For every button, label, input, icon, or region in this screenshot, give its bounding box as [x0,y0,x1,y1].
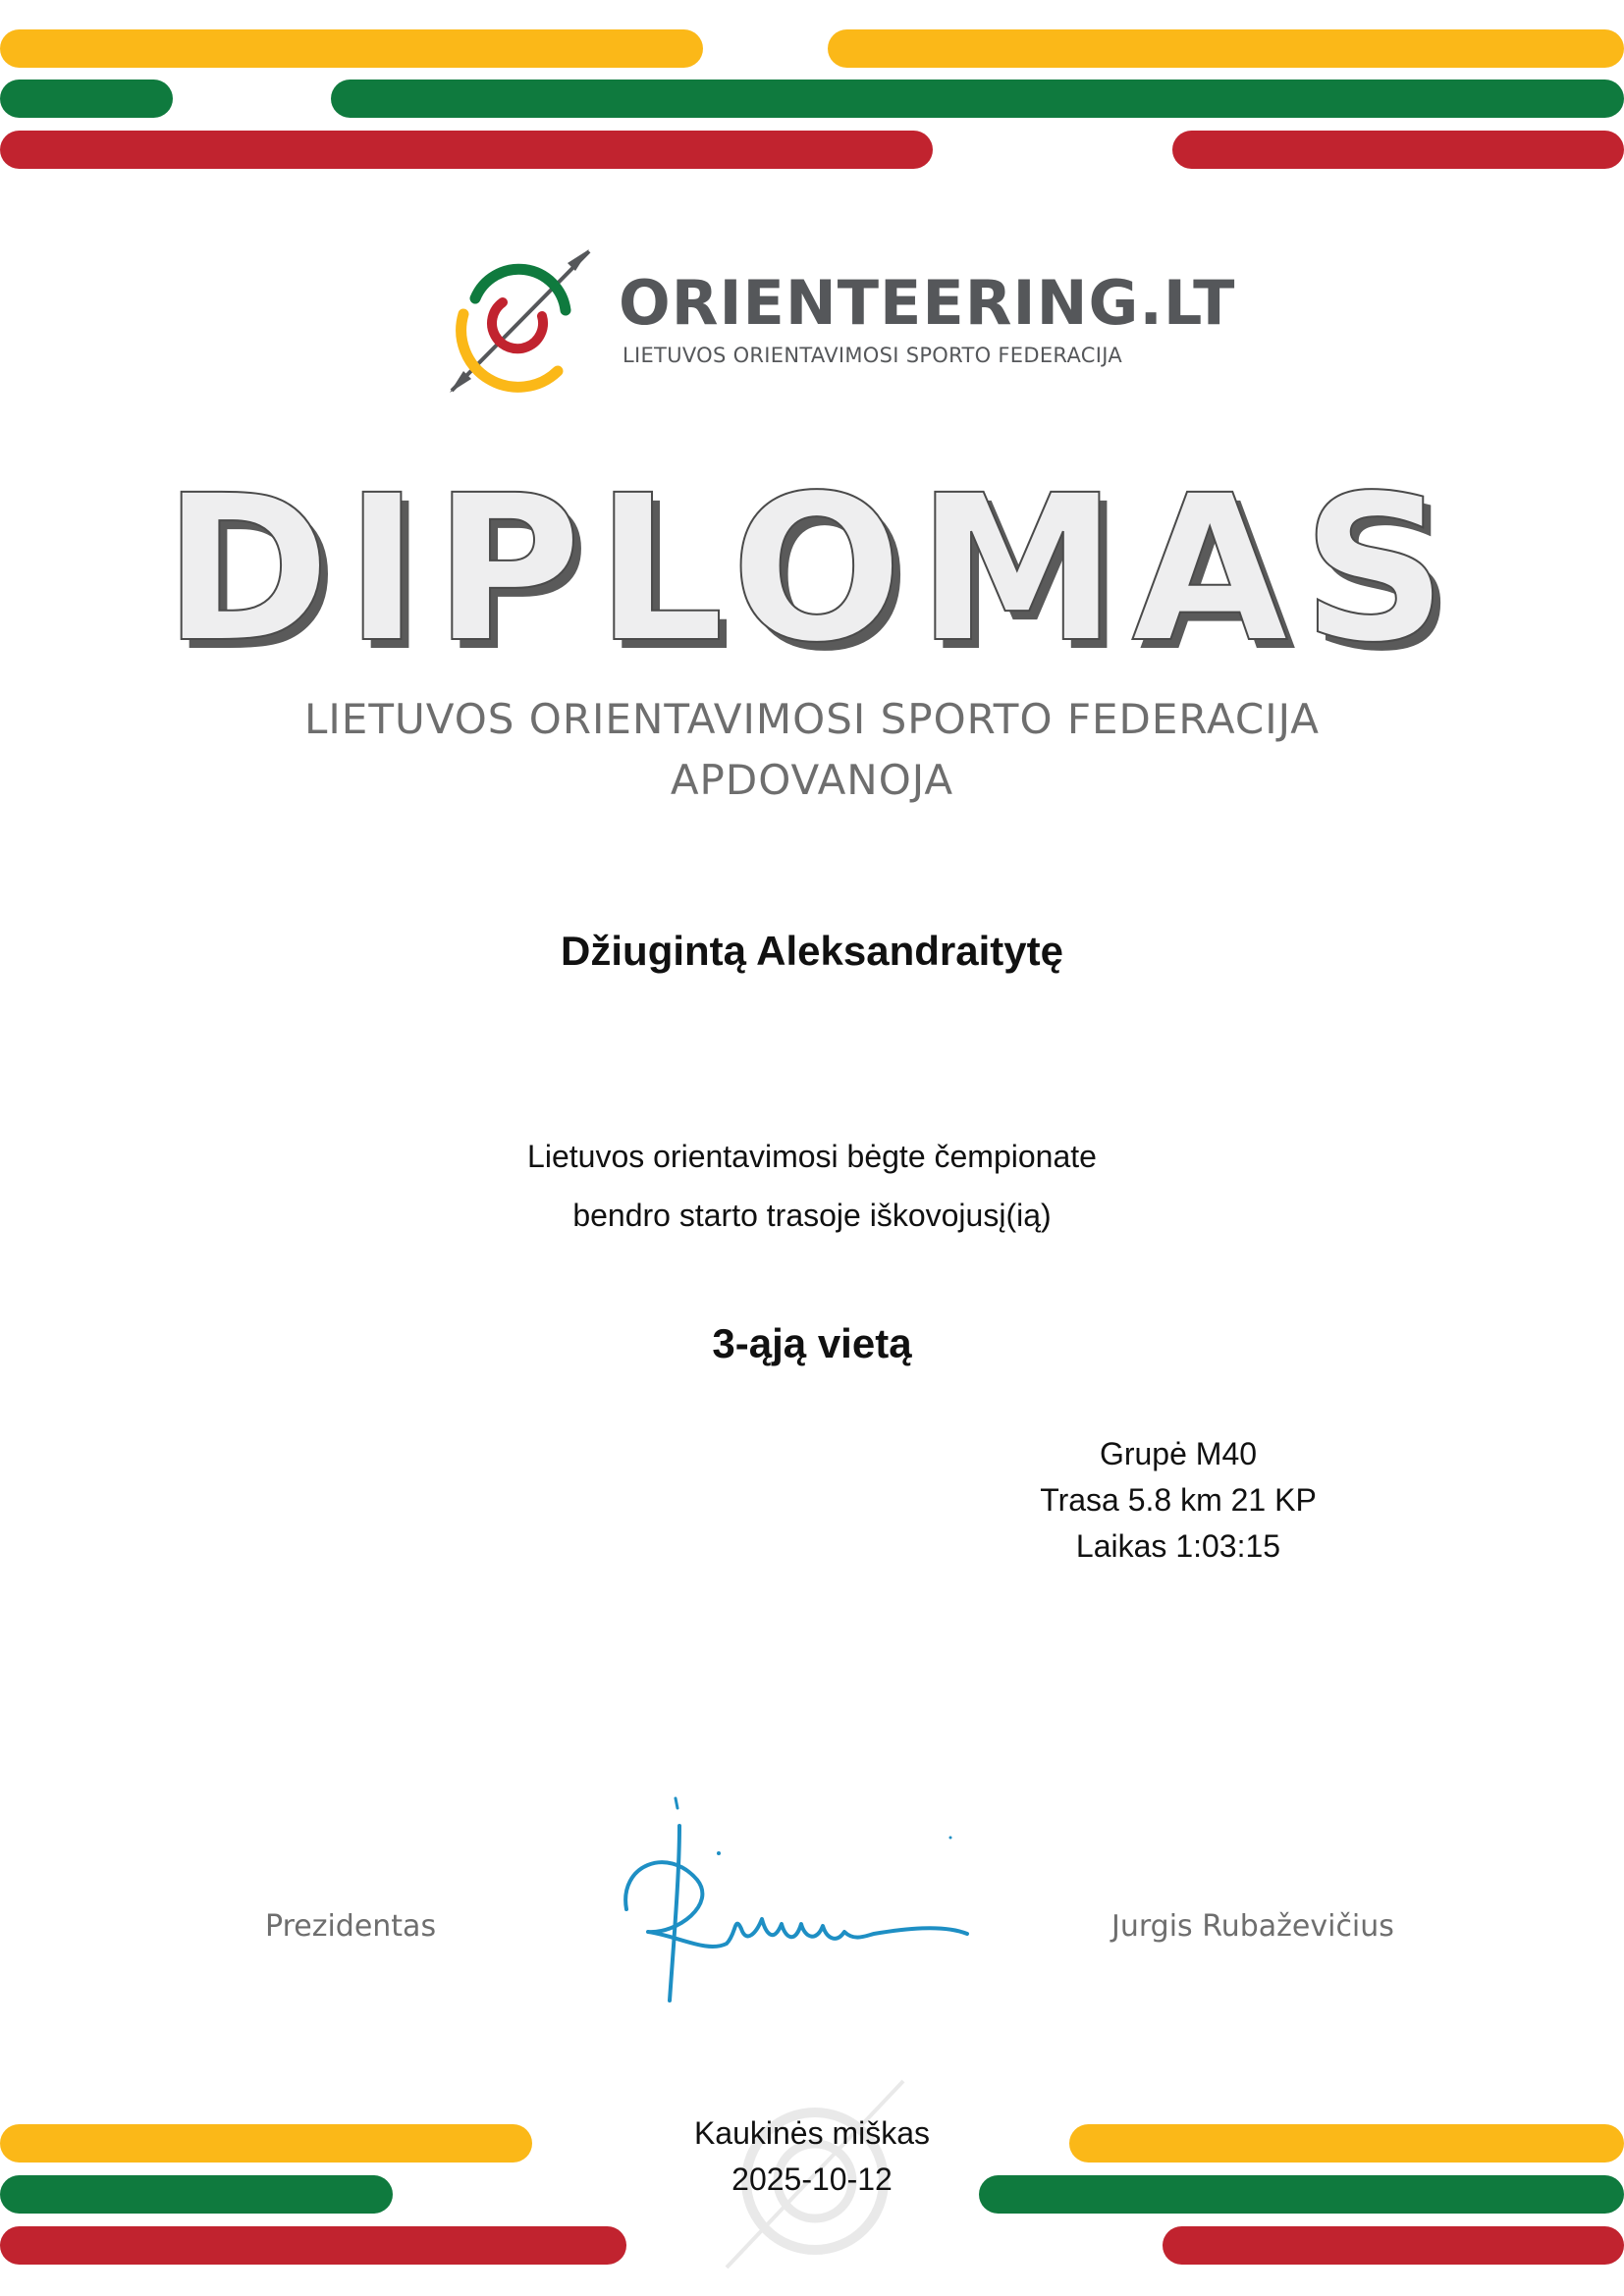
federation-name: LIETUVOS ORIENTAVIMOSI SPORTO FEDERACIJA [304,695,1320,743]
top-stripe-yellow-left [0,29,703,68]
top-stripe-red-right [1172,131,1624,169]
signatory-name: Jurgis Rubaževičius [1111,1909,1394,1944]
time-detail: Laikas 1:03:15 [1075,1528,1281,1564]
course-detail: Trasa 5.8 km 21 KP [1040,1482,1317,1518]
recipient-name: Džiugintą Aleksandraitytę [561,928,1063,974]
top-stripe-green-right [331,80,1624,118]
diploma-title: DIPLOMAS [162,452,1462,687]
top-stripe-yellow-right [828,29,1624,68]
logo-subtitle: LIETUVOS ORIENTAVIMOSI SPORTO FEDERACIJA [623,344,1122,367]
handwritten-signature [609,1787,982,2012]
federation-logo [442,245,1236,402]
top-stripe-green-left [0,80,173,118]
description-line-2: bendro starto trasoje iškovojusį(ią) [572,1198,1052,1233]
place-achieved: 3-ąją vietą [712,1320,912,1366]
event-date: 2025-10-12 [731,2162,893,2197]
description-line-1: Lietuvos orientavimosi bėgte čempionate [527,1139,1097,1174]
awards-label: APDOVANOJA [670,756,954,804]
compass-logo-icon [442,245,599,402]
bottom-stripe-red-left [0,2226,626,2265]
top-stripe-red-left [0,131,933,169]
group-detail: Grupė M40 [1099,1436,1258,1471]
logo-title: ORIENTEERING.LT [619,267,1236,339]
signatory-role: Prezidentas [265,1909,437,1944]
event-location: Kaukinės miškas [693,2115,931,2151]
bottom-stripe-red-right [1163,2226,1624,2265]
